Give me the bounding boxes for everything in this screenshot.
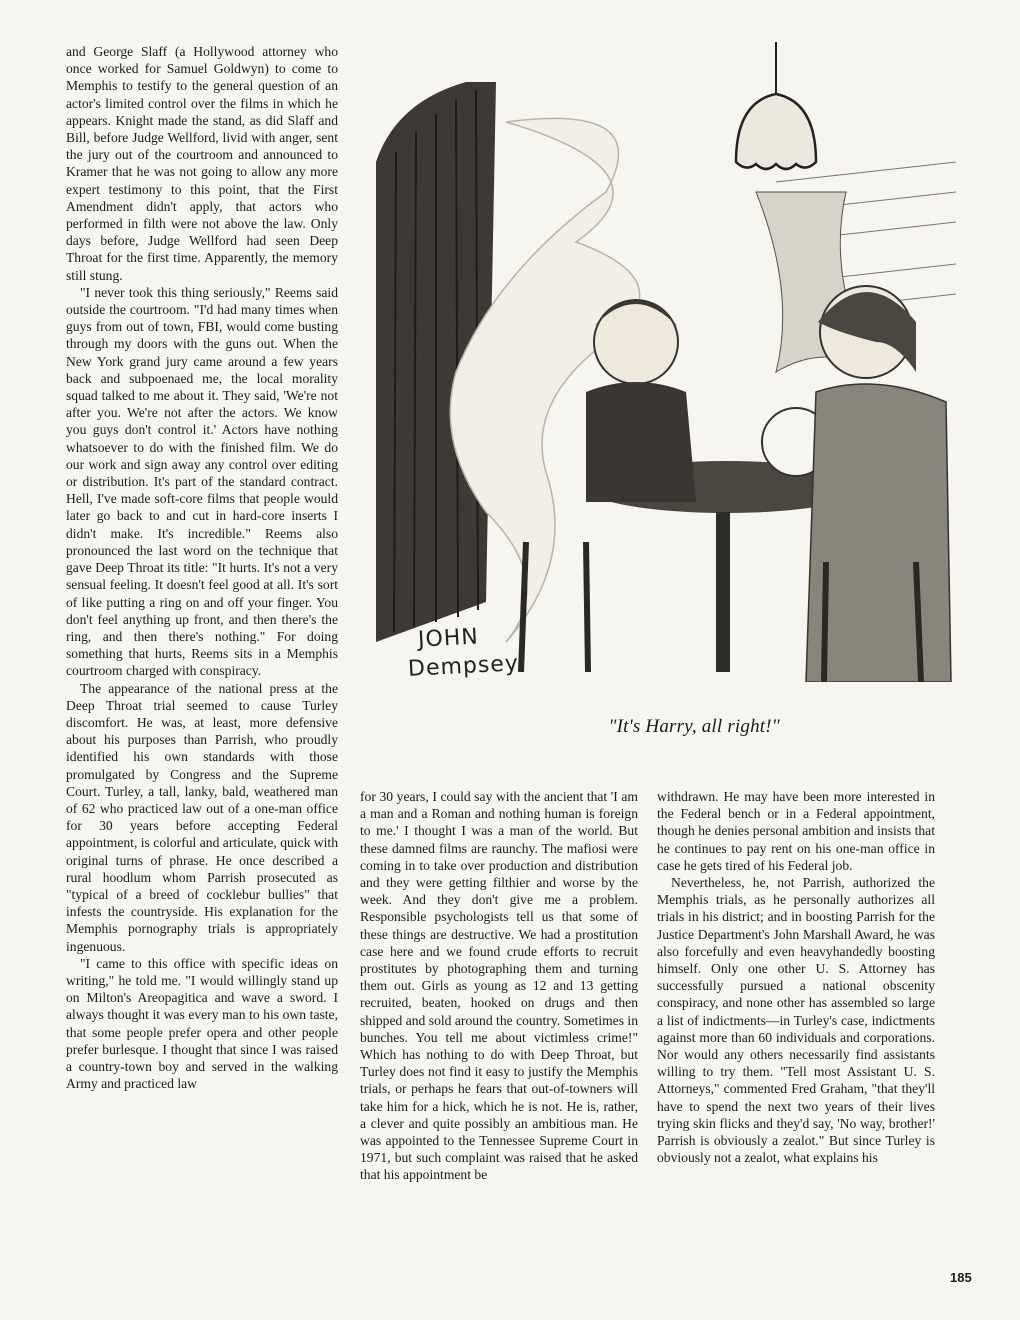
paragraph: withdrawn. He may have been more interested in the Federal bench or in a Federal appointment, though he denies personal ambition and insists that he continues to pay rent on his one-man office in case he gets tired of his Federal job. <box>657 789 935 873</box>
cartoon-illustration <box>356 42 956 682</box>
paragraph: and George Slaff (a Hollywood attorney who once worked for Samuel Goldwyn) to come to Memphis to testify to the general question of an actor's limited control over the films in which he appears. Knight made the stand, as did Slaff and Bill, before Judge Wellford, livid with anger, sent the jury out of the courtroom and announced to Kramer that he was not going to allow any more expert testimony to this point, that the First Amendment didn't apply, that actors who performed in filth were not above the law. Only days before, Judge Wellford had seen Deep Throat for the first time. Apparently, the memory still stung. <box>66 44 338 283</box>
woman-dress <box>586 382 696 502</box>
fortune-teller-body <box>806 384 951 682</box>
cartoon-caption: "It's Harry, all right!" <box>608 716 780 737</box>
paragraph: The appearance of the national press at the Deep Throat trial seemed to cause Turley discomfort. He was, at least, more defensive about his purposes than Parrish, who proudly identified his own standards with those promulgated by Congress and the Supreme Court. Turley, a tall, lanky, bald, weathered man of 62 who practiced law out of a one-man office for 30 years before accepting Federal appointment, is colorful and articulate, quick with original turns of phrase. He once described a rural hoodlum whom Parrish prosecuted as "typical of a breed of cocklebur bullies" that infests the countryside. His explanation for the Memphis pornography trials is appropriately ingenuous. <box>66 680 338 954</box>
woman-head <box>594 300 678 384</box>
paragraph: for 30 years, I could say with the ancient that 'I am a man and a Roman and nothing human is foreign to me.' I thought I was a man of the world. But these damned films are raunchy. The mafiosi were coming in to take over production and distribution and they were getting filthier and worse by the week. And they don't give me a problem. Responsible psychologists tell us that some of these things are destructive. We had a prostitution case here and we found crude efforts to recruit prostitutes by photographing them and turning them out. Girls as young as 12 and 13 getting recruited, beaten, hooked on drugs and then shipped and sold around the country. Sometimes in bunches. You tell me about victimless crime!" Which has nothing to do with Deep Throat, but Turley does not find it easy to justify the Memphis trials, or perhaps he fears that out-of-towners will take him for a hick, which he is not. He is, rather, a clever and quite possibly an ambitious man. He was appointed to the Tennessee Supreme Court in 1971, but such complaint was raised that he asked that his appointment be <box>360 789 638 1183</box>
left-text-column <box>66 43 338 1092</box>
artist-signature: JOHN <box>417 624 480 653</box>
hanging-lamp <box>736 94 816 169</box>
paragraph: Nevertheless, he, not Parrish, authorized the Memphis trials, as he personally authorizes all trials in his district; and in boosting Parrish for the Justice Department's John Marshall Award, he was also forcefully and even heavyhandedly boosting himself. Only one other U. S. Attorney has successfully pursued a national obscenity conspiracy, and none other has assembled so large a list of indictments—in Turley's case, indictments against more than 60 individuals and corporations. Nor would any others necessarily find assistants willing to try them. "Tell most Assistant U. S. Attorneys," commented Fred Graham, "that they'll have to spend the next two years of their lives trying skin flicks and they'd say, 'No way, brother!' Parrish is obviously a zealot." But since Turley is obviously not a zealot, what explains his <box>657 875 935 1166</box>
paragraph: "I came to this office with specific ideas on writing," he told me. "I would willingly stand up on Milton's Areopagitica and wave a sword. I always thought it was every man to his own taste, that some people prefer opera and other people prefer burlesque. I thought that since I was raised a country-town boy and served in the walking Army and practiced law <box>66 955 338 1092</box>
right-text-column <box>657 788 935 1166</box>
page-number: 185 <box>950 1270 972 1285</box>
middle-text-column <box>360 788 638 1184</box>
artist-signature: Dempsey <box>407 651 520 682</box>
paragraph: "I never took this thing seriously," Reems said outside the courtroom. "I'd had many times when guys from out of town, FBI, would come busting through my doors with the guns out. When the New York grand jury came around a few years back and subpoenaed me, the local morality squad talked to me about it. They said, 'We're not after you. We're not after the actors. We know you guys don't control it.' Actors have nothing whatsoever to do with the finished film. We do our work and sign away any control over editing or distribution. It's part of the standard contract. Hell, I've made soft-core films that people would later go back to and cut in hard-core inserts I didn't make. It's incredible." Reems also pronounced the last word on the technique that gave Deep Throat its title: "It hurts. It's not a very sensual feeling. It doesn't feel good at all. It's sort of like putting a ring on and off your finger. You don't feel anything up front, and then there's the ring, and then there's nothing." For doing something that hurts, Reems sits in a Memphis courtroom charged with conspiracy. <box>66 284 338 679</box>
